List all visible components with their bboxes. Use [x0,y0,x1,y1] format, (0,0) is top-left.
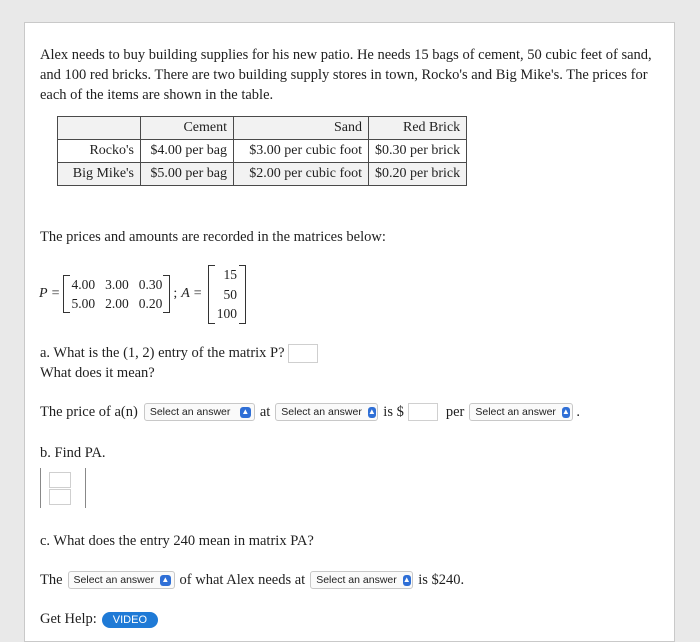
price-input[interactable] [408,403,438,421]
of-what-text: of what Alex needs at [179,571,306,588]
help-row [40,611,158,628]
help-label: Get Help: [40,611,97,627]
part-a-question: a. What is the (1, 2) entry of the matrix P? [40,344,285,361]
table-cell: $2.00 per cubic foot [234,163,369,186]
store-select[interactable] [275,403,378,421]
matrix-cell-input[interactable] [49,489,71,505]
part-a-sentence [40,403,580,421]
problem-intro: Alex needs to buy building supplies for his new patio. He needs 15 bags of cement, 50 cubic feet of sand, and 100 red bricks. There are two building supply stores in town, Rocko's and Big Mike's. The prices for each of the items are shown in the table. [40,47,652,103]
select-placeholder: Select an answer [149,406,231,418]
entry-answer-input[interactable] [288,344,318,363]
part-a-followup: What does it mean? [40,365,155,381]
table-header-cell [58,117,141,140]
bracket-left [208,265,215,324]
part-a-question-line [40,344,318,363]
sentence-start: The price of a(n) [40,403,138,420]
select-arrows-icon: ▲ [161,575,170,584]
matrix-p [63,275,170,313]
equals-sign: = [193,286,202,302]
matrix-equation [39,265,246,324]
select-placeholder: Select an answer [316,574,397,586]
table-cell: Rocko's [58,140,141,163]
table-cell: $0.20 per brick [369,163,467,186]
is-value-text: is $240. [418,571,465,588]
pa-matrix-input[interactable] [40,468,88,510]
table-header-cell: Cement [141,117,234,140]
separator: ; [173,286,178,302]
select-arrows-icon: ▲ [241,407,250,416]
bracket-right [239,265,246,324]
table-row [58,140,467,163]
select-placeholder: Select an answer [281,406,362,418]
part-c-sentence [40,571,464,589]
select-placeholder: Select an answer [475,406,556,418]
equals-sign: = [51,286,60,302]
at-text: at [259,403,271,420]
table-header-row [58,117,467,140]
item-select[interactable] [144,403,255,421]
matrix-a-entry: 100 [216,306,237,321]
table-cell: $4.00 per bag [141,140,234,163]
matrix-p-row [71,294,162,313]
table-cell: $0.30 per brick [369,140,467,163]
matrix-a [208,265,246,324]
question-card [24,22,675,642]
matrix-a-entry: 15 [223,267,237,282]
matrix-p-row [71,275,162,294]
table-header-cell: Sand [234,117,369,140]
store-select[interactable] [310,571,413,589]
matrix-p-entry: 5.00 [71,296,96,312]
price-table [57,116,467,186]
table-cell: $3.00 per cubic foot [234,140,369,163]
select-placeholder: Select an answer [73,574,155,586]
part-b-question: b. Find PA. [40,445,106,461]
is-dollar-text: is $ [383,403,404,420]
bracket-left [63,275,70,313]
matrix-p-entry: 2.00 [105,296,129,312]
matrix-p-entry: 4.00 [71,277,96,293]
the-text: The [40,571,63,588]
matrix-p-entry: 3.00 [105,277,129,293]
matrix-cell-input[interactable] [49,472,71,488]
matrix-a-entry: 50 [223,286,237,302]
select-arrows-icon: ▲ [402,575,411,584]
table-cell: $5.00 per bag [141,163,234,186]
table-cell: Big Mike's [58,163,141,186]
table-header-cell: Red Brick [369,117,467,140]
video-button[interactable]: VIDEO [102,612,158,628]
table-row [58,163,467,186]
matrix-p-entry: 0.30 [138,277,163,293]
matrices-intro: The prices and amounts are recorded in the matrices below: [40,229,386,245]
period-text: . [576,403,580,420]
select-arrows-icon: ▲ [561,407,570,416]
select-arrows-icon: ▲ [367,407,376,416]
unit-select[interactable] [469,403,573,421]
matrix-p-label: P [39,286,48,302]
quantity-select[interactable] [68,571,175,589]
matrix-p-entry: 0.20 [138,296,163,312]
per-text: per [445,403,465,420]
bracket-right [163,275,170,313]
part-c-question: c. What does the entry 240 mean in matrix PA? [40,533,314,549]
matrix-a-label: A [181,286,190,302]
